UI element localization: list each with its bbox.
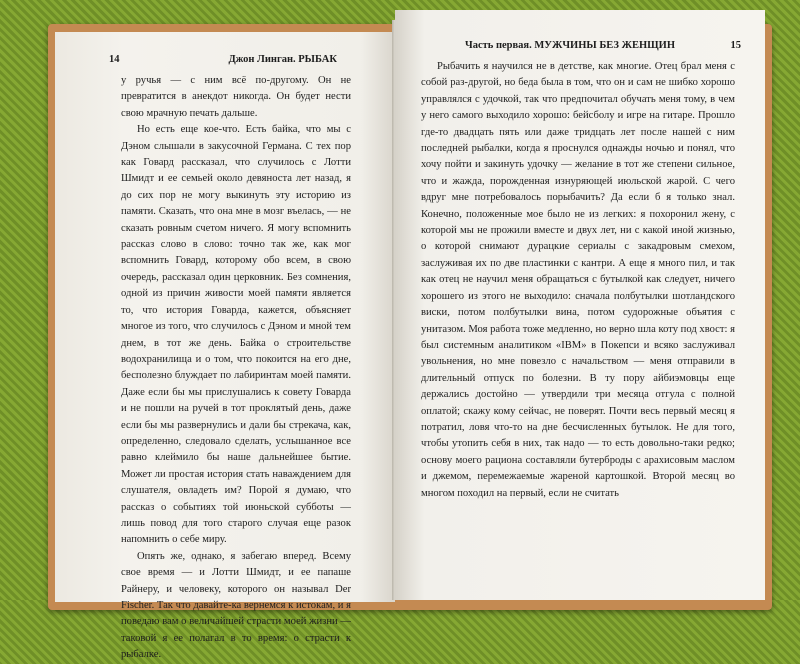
left-paragraph-1: у ручья — с ним всё по-другому. Он не превратится в анекдот никогда. Он будет нести свою мрачную печать дальше. bbox=[121, 75, 351, 119]
left-page-header bbox=[109, 54, 337, 65]
left-paragraph-2: Но есть еще кое-что. Есть байка, что мы с Дэном слышали в закусочной Германа. С тех пор как Говард рассказал, что случилось с Лотти Шмидт и ее семьей около девяноста лет назад, я до сих пор не могу выкинуть эту историю из памяти. Сказать, что она мне в мозг въелась, — не сказать ровным счетом ничего. Я могу вспомнить рассказ слово в слово: точно так же, как мог вспомнить Говард, которому обо всем, в свою очередь, рассказал один церковник. Без сомнения, одной из причин живости моей памяти является то, что история Говарда, кажется, объясняет многое из того, что случилось с Дэном и мной тем днем, в тот же день. Байка о строительстве водохранилища и о том, что покоится на его дне, бесполезно блуждает по лабиринтам моей памяти. Даже если бы мы прислушались к совету Говарда и не пошли на ручей в тот проклятый день, даже если бы мы развернулись и дали бы стрекача, как, определенно, следовало сделать, услышанное все равно клеймило бы наше дальнейшее бытие. Может ли простая история стать наваждением для слушателя, овладеть им? Порой я думаю, что рассказ о событиях той июньской субботы — лишь повод для того старого случая еще разок напомнить о себе миру. bbox=[121, 124, 351, 546]
right-page bbox=[395, 10, 765, 600]
right-paragraph-1: Рыбачить я научился не в детстве, как многие. Отец брал меня с собой раз-другой, но беда была в том, что он и сам не шибко хорошо управлялся с удочкой, так что предпочитал обучать меня тому, в чем у него самого выходило хорошо: бейсболу и игре на гитаре. Прошло где-то двадцать пять или даже тридцать лет после нашей с ним последней рыбалки, когда я проснулся однажды ночью и понял, что хочу пойти и закинуть удочку — желание в тот же степени сильное, что и жажда, порожденная изнуряющей июльской жарой. С чего вдруг мне потребовалось порыбачить? Да если б я только знал. Конечно, положенные мое было не из легких: я похоронил жену, с которой мы не прожили вместе и двух лет, ни с какой иной жизнью, о которой снимают дурацкие сериалы с закадровым смехом, заслуживая их по две пластинки с кантри. А еще я много пил, и так как отец не научил меня обращаться с бутылкой как следует, ничего хорошего из этого не выходило: сначала полбутылки шотландского виски, потом полбутылки вина, потом судорожные объятия с унитазом. Моя работа тоже медленно, но верно шла коту под хвост: я был системным аналитиком «IBM» в Покепси и всяко заслуживал увольнения, но мне повезло с начальством — меня отправили в длительный отпуск по болезни. В ту пору айбиэмовцы еще держались достойно — утвердили три месяца отгула с полной оплатой; скажу кому сейчас, не поверят. Почти весь первый месяц я потратил, ловя что-то на дне бесчисленных бутылок. Не для того, чтобы утопить себя в них, так надо — то есть довольно-таки редко; основу моего рациона составляли бутерброды с арахисовым маслом и джемом, перемежаемые жареной картошкой. Второй месяц во многом походил на первый, если не считать bbox=[421, 61, 735, 499]
left-page-number: 14 bbox=[109, 54, 120, 65]
right-page-header bbox=[465, 40, 741, 51]
right-page-running-title: Часть первая. МУЖЧИНЫ БЕЗ ЖЕНЩИН bbox=[465, 40, 675, 51]
left-page-running-title: Джон Линган. РЫБАК bbox=[228, 54, 337, 65]
left-paragraph-3: Опять же, однако, я забегаю вперед. Всему свое время — и Лотти Шмидт, и ее папаше Райнеру, и человеку, которого он называл Der Fischer. Так что давайте-ка вернемся к истокам, и я поведаю вам о величайшей страсти моей жизни — таковой я ее полагал в то время: о страсти к рыбалке. bbox=[121, 550, 351, 661]
left-page bbox=[55, 32, 395, 661]
right-page-number: 15 bbox=[730, 40, 741, 51]
